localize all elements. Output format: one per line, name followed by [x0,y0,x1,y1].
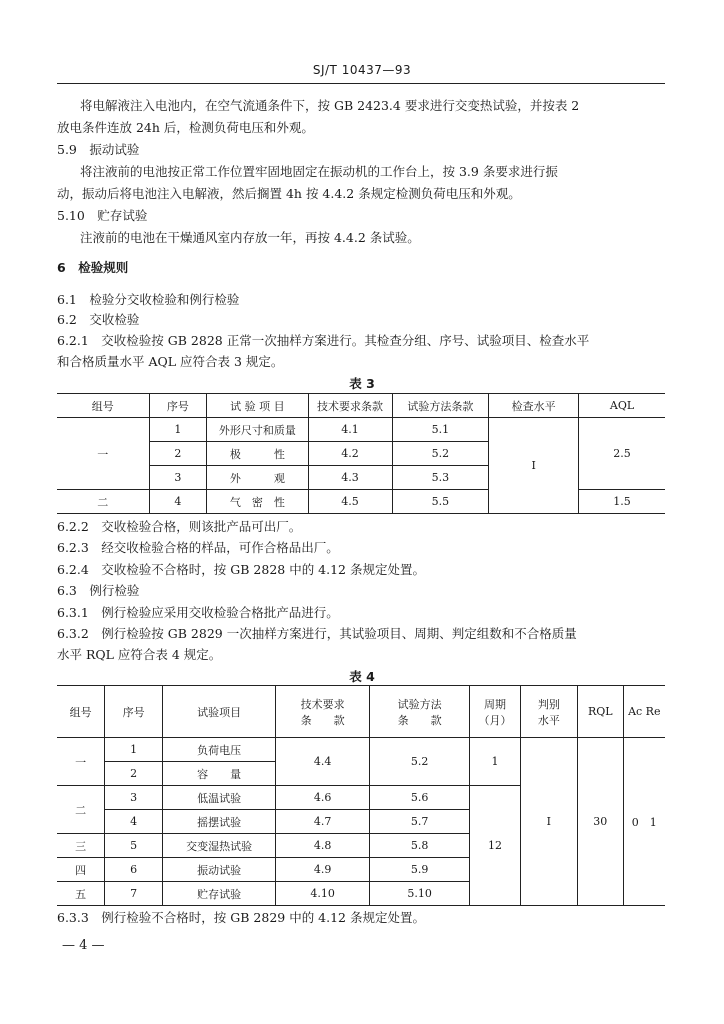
para-text: 将注液前的电池按正常工作位置牢固地固定在振动机的工作台上，按 3.9 条要求进行振 [80,164,558,179]
period-cell: 12 [470,786,520,906]
acre-cell: 0 1 [623,738,665,906]
col-header [369,686,470,738]
item-cell: 低温试验 [162,786,276,810]
item-cell: 贮存试验 [162,882,276,906]
no-cell: 3 [105,786,162,810]
col-header: 序号 [105,686,162,738]
chapter-heading: 6 检验规则 [57,260,129,275]
item-cell: 气 密 性 [207,490,308,514]
item-cell: 振动试验 [162,858,276,882]
req-cell: 4.5 [308,490,392,514]
method-cell: 5.2 [369,738,470,786]
group-cell: 三 [57,834,105,858]
level-cell: Ⅰ [489,418,579,514]
req-cell: 4.10 [276,882,369,906]
col-header: 组号 [57,394,149,418]
no-cell: 5 [105,834,162,858]
rql-cell: 30 [578,738,623,906]
table-row [57,418,665,442]
clause-text: 6.2.3 经交收检验合格的样品，可作合格品出厂。 [57,540,339,555]
header-line: 水平 [537,713,560,727]
no-cell: 4 [149,490,207,514]
no-cell: 1 [149,418,207,442]
clause-text: 6.2.4 交收检验不合格时，按 GB 2828 中的 4.12 条规定处置。 [57,562,425,577]
para-text: 放电条件连放 24h 后，检测负荷电压和外观。 [57,120,314,135]
group-cell: 一 [57,738,105,786]
req-cell: 4.1 [308,418,392,442]
para-text: 动，振动后将电池注入电解液，然后搁置 4h 按 4.4.2 条规定检测负荷电压和外观。 [57,186,521,201]
no-cell: 4 [105,810,162,834]
item-cell: 极 性 [207,442,308,466]
item-cell: 外 观 [207,466,308,490]
clause-text: 6.2.1 交收检验按 GB 2828 正常一次抽样方案进行。其检查分组、序号、试验项目、检查水平 [57,333,590,348]
header-line: 周期 [483,697,506,711]
header-line: （月） [478,713,512,727]
method-cell: 5.6 [369,786,470,810]
no-cell: 7 [105,882,162,906]
group-cell: 二 [57,490,149,514]
aql-cell: 1.5 [579,490,665,514]
method-cell: 5.8 [369,834,470,858]
no-cell: 3 [149,466,207,490]
standard-header: SJ/T 10437—93 [312,63,412,77]
clause-text: 6.3.1 例行检验应采用交收检验合格批产品进行。 [57,605,339,620]
col-header [520,686,577,738]
item-cell: 摇摆试验 [162,810,276,834]
col-header: RQL [578,686,623,738]
col-header: 组号 [57,686,105,738]
col-header [470,686,520,738]
no-cell: 2 [105,762,162,786]
req-cell: 4.2 [308,442,392,466]
no-cell: 2 [149,442,207,466]
para-text: 将电解液注入电池内，在空气流通条件下，按 GB 2423.4 要求进行交变热试验，并按表 2 [80,98,580,113]
item-cell: 交变湿热试验 [162,834,276,858]
header-line: 条 款 [397,713,442,727]
method-cell: 5.5 [392,490,489,514]
method-cell: 5.1 [392,418,489,442]
clause-text: 水平 RQL 应符合表 4 规定。 [57,647,222,662]
header-rule [57,83,665,84]
col-header: 试验项目 [162,686,276,738]
clause-text: 6.2 交收检验 [57,312,140,327]
clause-text: 6.3 例行检验 [57,583,140,598]
method-cell: 5.3 [392,466,489,490]
table3-caption: 表 3 [349,376,375,391]
table3 [57,393,665,514]
method-cell: 5.2 [392,442,489,466]
clause-text: 6.3.3 例行检验不合格时，按 GB 2829 中的 4.12 条规定处置。 [57,910,425,925]
table4 [57,685,665,906]
table-row [57,738,665,762]
col-header [276,686,369,738]
req-cell: 4.6 [276,786,369,810]
no-cell: 1 [105,738,162,762]
col-header: Ac Re [623,686,665,738]
col-header: 序号 [149,394,207,418]
table4-caption: 表 4 [349,669,375,684]
header-line: 判别 [537,697,560,711]
col-header: 试验方法条款 [392,394,489,418]
no-cell: 6 [105,858,162,882]
header-line: 条 款 [300,713,345,727]
col-header: 检查水平 [489,394,579,418]
item-cell: 外形尺寸和质量 [207,418,308,442]
col-header: 试 验 项 目 [207,394,308,418]
req-cell: 4.4 [276,738,369,786]
page-number: — 4 — [62,938,105,953]
group-cell: 一 [57,418,149,490]
section-heading: 5.9 振动试验 [57,142,140,157]
req-cell: 4.3 [308,466,392,490]
col-header: AQL [579,394,665,418]
header-line: 技术要求 [300,697,345,711]
method-cell: 5.7 [369,810,470,834]
header-line: 试验方法 [397,697,442,711]
req-cell: 4.8 [276,834,369,858]
req-cell: 4.7 [276,810,369,834]
clause-text: 6.3.2 例行检验按 GB 2829 一次抽样方案进行，其试验项目、周期、判定组数和不合格质量 [57,626,577,641]
clause-text: 6.2.2 交收检验合格，则该批产品可出厂。 [57,519,302,534]
group-cell: 五 [57,882,105,906]
period-cell: 1 [470,738,520,786]
para-text: 注液前的电池在干燥通风室内存放一年，再按 4.4.2 条试验。 [80,230,420,245]
clause-text: 和合格质量水平 AQL 应符合表 3 规定。 [57,354,284,369]
aql-cell: 2.5 [579,418,665,490]
clause-text: 6.1 检验分交收检验和例行检验 [57,292,240,307]
level-cell: Ⅰ [520,738,577,906]
col-header: 技术要求条款 [308,394,392,418]
group-cell: 四 [57,858,105,882]
group-cell: 二 [57,786,105,834]
section-heading: 5.10 贮存试验 [57,208,148,223]
item-cell: 容 量 [162,762,276,786]
req-cell: 4.9 [276,858,369,882]
item-cell: 负荷电压 [162,738,276,762]
method-cell: 5.9 [369,858,470,882]
method-cell: 5.10 [369,882,470,906]
